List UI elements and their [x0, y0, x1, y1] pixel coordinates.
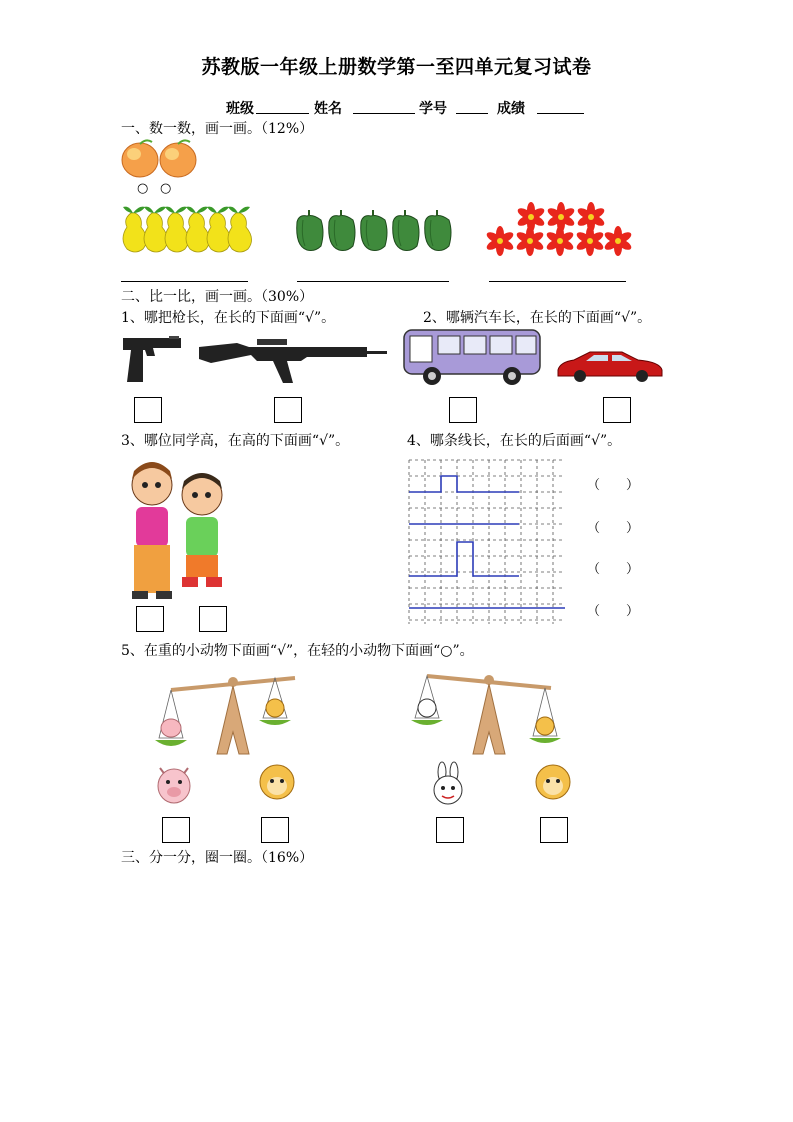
paren-line-4[interactable]: （ ）: [587, 604, 640, 619]
pistol-picture: [121, 334, 186, 386]
rabbit-picture: [430, 762, 466, 806]
answer-box-pig[interactable]: [162, 817, 190, 843]
student-boy: [182, 473, 222, 587]
pear-4: [186, 207, 210, 252]
number-label: 学号: [419, 101, 447, 117]
pepper-1: [297, 210, 323, 251]
students-picture: [122, 457, 232, 605]
question-5: 5、在重的小动物下面画“√”，在轻的小动物下面画“○”。: [121, 643, 474, 659]
pear-1: [123, 207, 147, 252]
peach-1: [122, 140, 158, 177]
pear-5: [207, 207, 231, 252]
answer-box-rifle[interactable]: [274, 397, 302, 423]
answer-box-rabbit[interactable]: [436, 817, 464, 843]
section2-heading: 二、比一比，画一画。（30%）: [121, 289, 314, 305]
pig-picture: [156, 764, 192, 806]
flower-6: [545, 226, 575, 256]
pepper-3: [361, 210, 387, 251]
question-4: 4、哪条线长，在长的后面画“√”。: [407, 433, 622, 449]
rifle-picture: [197, 333, 387, 385]
name-label: 姓名: [314, 101, 342, 117]
question-3: 3、哪位同学高，在高的下面画“√”。: [121, 433, 350, 449]
question-1: 1、哪把枪长，在长的下面画“√”。: [121, 310, 336, 326]
peach-2: [160, 140, 196, 177]
section3-heading: 三、分一分，圈一圈。（16%）: [121, 850, 314, 866]
flower-8: [603, 226, 633, 256]
answer-box-car[interactable]: [603, 397, 631, 423]
score-label: 成绩: [497, 101, 525, 117]
monkey-picture-2: [535, 762, 571, 802]
student-girl: [132, 462, 172, 599]
grid-line-3: [409, 542, 519, 576]
pepper-5: [425, 210, 451, 251]
balance-rabbit-monkey: [415, 662, 570, 758]
flower-5: [515, 226, 545, 256]
paren-line-1[interactable]: （ ）: [587, 478, 640, 493]
bus-picture: [402, 326, 542, 386]
line-grid: [409, 460, 567, 624]
pears-picture: [121, 203, 256, 255]
pepper-2: [329, 210, 355, 251]
answer-box-bus[interactable]: [449, 397, 477, 423]
flower-7: [575, 226, 605, 256]
car-picture: [556, 348, 664, 384]
answer-box-girl[interactable]: [136, 606, 164, 632]
number-field[interactable]: [456, 113, 488, 114]
paren-line-2[interactable]: （ ）: [587, 521, 640, 536]
circle-mark-2: ○: [160, 181, 172, 196]
monkey-picture-1: [259, 762, 295, 802]
name-field[interactable]: [353, 113, 415, 114]
pear-6: [228, 207, 252, 252]
page-title: 苏教版一年级上册数学第一至四单元复习试卷: [201, 56, 592, 78]
flower-4: [485, 226, 515, 256]
class-label: 班级: [226, 101, 254, 117]
answer-box-monkey-2[interactable]: [540, 817, 568, 843]
flowers-picture: [486, 205, 636, 260]
answer-line-pears[interactable]: [121, 281, 248, 282]
answer-line-peppers[interactable]: [297, 281, 449, 282]
question-2: 2、哪辆汽车长，在长的下面画“√”。: [423, 310, 652, 326]
answer-box-monkey-1[interactable]: [261, 817, 289, 843]
score-field[interactable]: [537, 113, 584, 114]
answer-line-flowers[interactable]: [489, 281, 626, 282]
pepper-4: [393, 210, 419, 251]
paren-line-3[interactable]: （ ）: [587, 562, 640, 577]
pear-2: [144, 207, 168, 252]
answer-box-pistol[interactable]: [134, 397, 162, 423]
peaches-picture: [120, 138, 200, 180]
section1-heading: 一、数一数，画一画。（12%）: [121, 121, 314, 137]
class-field[interactable]: [256, 113, 309, 114]
grid-line-1: [409, 476, 519, 492]
peppers-picture: [293, 212, 453, 254]
answer-box-boy[interactable]: [199, 606, 227, 632]
balance-pig-monkey: [155, 668, 310, 758]
pear-3: [165, 207, 189, 252]
circle-mark-1: ○: [137, 181, 149, 196]
